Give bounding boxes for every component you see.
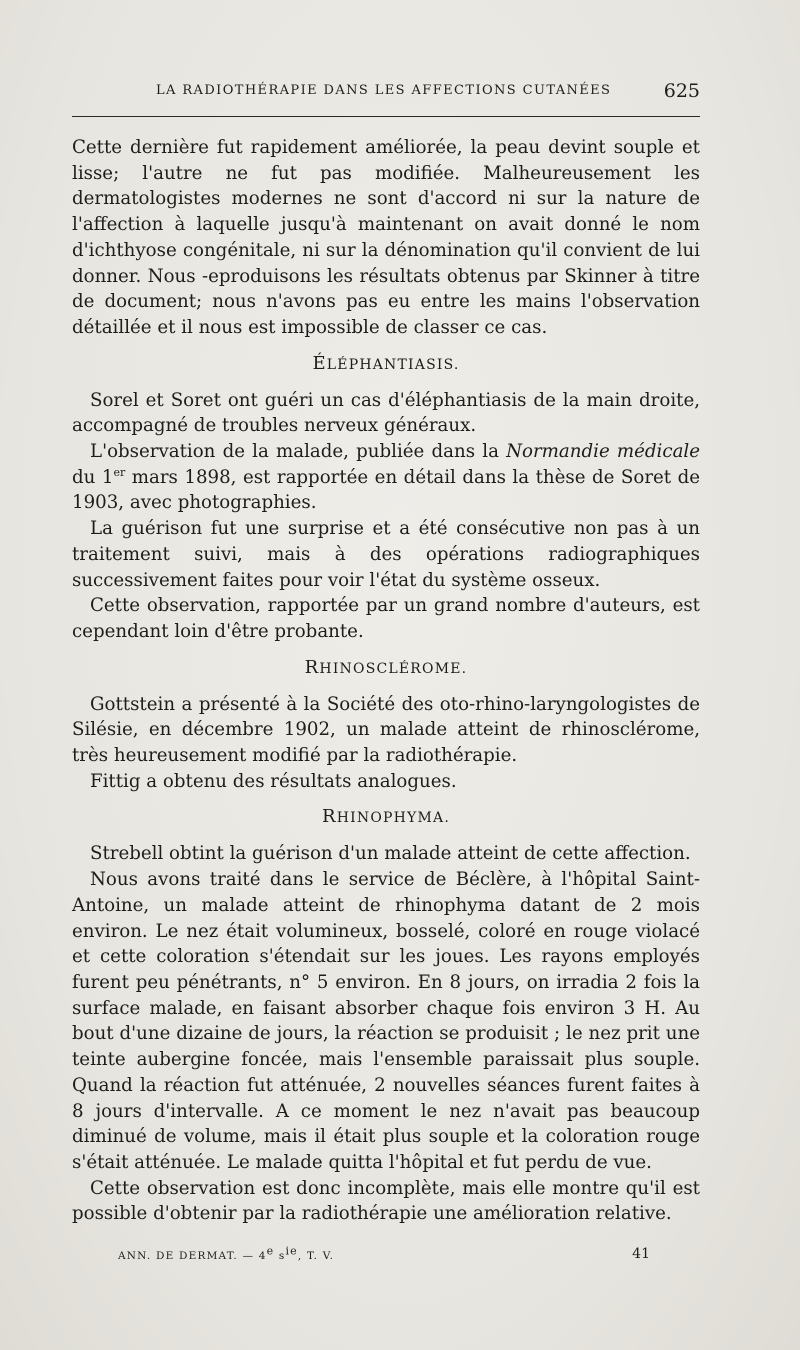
journal-ref-b: s <box>274 1250 286 1262</box>
header-rule <box>72 116 700 117</box>
heading-rhinophyma-rest: HINOPHYMA. <box>336 810 450 827</box>
paragraph-guerison: La guérison fut une surprise et a été consécutive non pas à un traitement suivi, mais à des opérations radiographiques successivement faites pour voir l'état du système osseux. <box>72 518 700 591</box>
paragraph-strebell: Strebell obtint la guérison d'un malade atteint de cette affection. <box>90 843 691 865</box>
page-number: 625 <box>663 80 700 102</box>
signature-number: 41 <box>632 1246 650 1262</box>
heading-rhinosclerome <box>72 657 700 680</box>
observation-text-a: L'observation de la malade, publiée dans la <box>90 441 507 463</box>
journal-reference <box>118 1244 335 1262</box>
heading-elephantiasis <box>72 353 700 376</box>
journal-ref-sup1: e <box>266 1244 275 1258</box>
paragraph-gottstein: Gottstein a présenté à la Société des oto-rhino-laryngologistes de Silésie, en décembre 1902, un malade atteint de rhinosclérome, très heureusement modifié par la radiothérapie. <box>72 693 700 767</box>
observation-text-b: du 1 <box>72 466 114 488</box>
paragraph-sorel-soret: Sorel et Soret ont guéri un cas d'éléphantiasis de la main droite, accompagné de troubles nerveux généraux. <box>72 389 700 437</box>
ordinal-superscript: er <box>113 465 126 479</box>
paragraph-ichthyose: Cette dernière fut rapidement améliorée, la peau devint souple et lisse; l'autre ne fut pas modifiée. Malheureusement les dermatologistes modernes ne sont d'accord ni sur la nature de l'affection à laquelle jusqu'à maintenant on avait donné le nom d'ichthyose congénitale, ni sur la dénomination qu'il convient de lui donner. Nous ‑eproduisons les résultats obtenus par Skinner à titre de document; nous n'avons pas eu entre les mains l'observation détaillée et il nous est impossible de classer ce cas. <box>72 137 700 338</box>
paragraph-observation <box>72 439 700 516</box>
paragraph-probante: Cette observation, rapportée par un grand nombre d'auteurs, est cependant loin d'être probante. <box>72 595 700 642</box>
heading-elephantiasis-rest: LÉPHANTIASIS. <box>326 356 460 373</box>
heading-rhinosclerome-rest: HINOSCLÉROME. <box>319 660 468 677</box>
journal-ref-c: , T. V. <box>297 1250 335 1262</box>
heading-elephantiasis-initial: É <box>312 352 327 374</box>
paragraph-beclere-case: Nous avons traité dans le service de Béclère, à l'hôpital Saint-Antoine, un malade atteint de rhinophyma datant de 2 mois environ. Le nez était volumineux, bosselé, coloré en rouge violacé et cette coloration s'étendait sur les joues. Les rayons employés furent peu pénétrants, n° 5 environ. En 8 jours, on irradia 2 fois la surface malade, en faisant absorber chaque fois environ 3 H. Au bout d'une dizaine de jours, la réaction se produisit ; le nez prit une teinte aubergine foncée, mais l'ensemble paraissait plus souple. Quand la réaction fut atténuée, 2 nouvelles séances furent faites à 8 jours d'intervalle. A ce moment le nez n'avait pas beaucoup diminué de volume, mais il était plus souple et la coloration rouge s'était atténuée. Le malade quitta l'hôpital et fut perdu de vue. <box>72 869 700 1173</box>
body-text <box>72 135 700 1227</box>
journal-ref-a: ANN. DE DERMAT. — 4 <box>118 1250 267 1262</box>
heading-rhinosclerome-initial: R <box>304 656 320 678</box>
paragraph-fittig: Fittig a obtenu des résultats analogues. <box>90 770 457 792</box>
paragraph-conclusion: Cette observation est donc incomplète, mais elle montre qu'il est possible d'obtenir par la radiothérapie une amélioration relative. <box>72 1177 700 1225</box>
observation-text-c: mars 1898, est rapportée en détail dans la thèse de Soret de 1903, avec photographies. <box>72 466 701 514</box>
running-title: LA RADIOTHÉRAPIE DANS LES AFFECTIONS CUTANÉES <box>156 83 612 98</box>
heading-rhinophyma-initial: R <box>322 806 337 828</box>
page-footer <box>72 1244 700 1266</box>
running-header <box>72 80 700 104</box>
heading-rhinophyma <box>72 806 700 829</box>
journal-title-normandie: Normandie médicale <box>506 441 700 463</box>
journal-ref-sup2: ie <box>285 1244 298 1258</box>
